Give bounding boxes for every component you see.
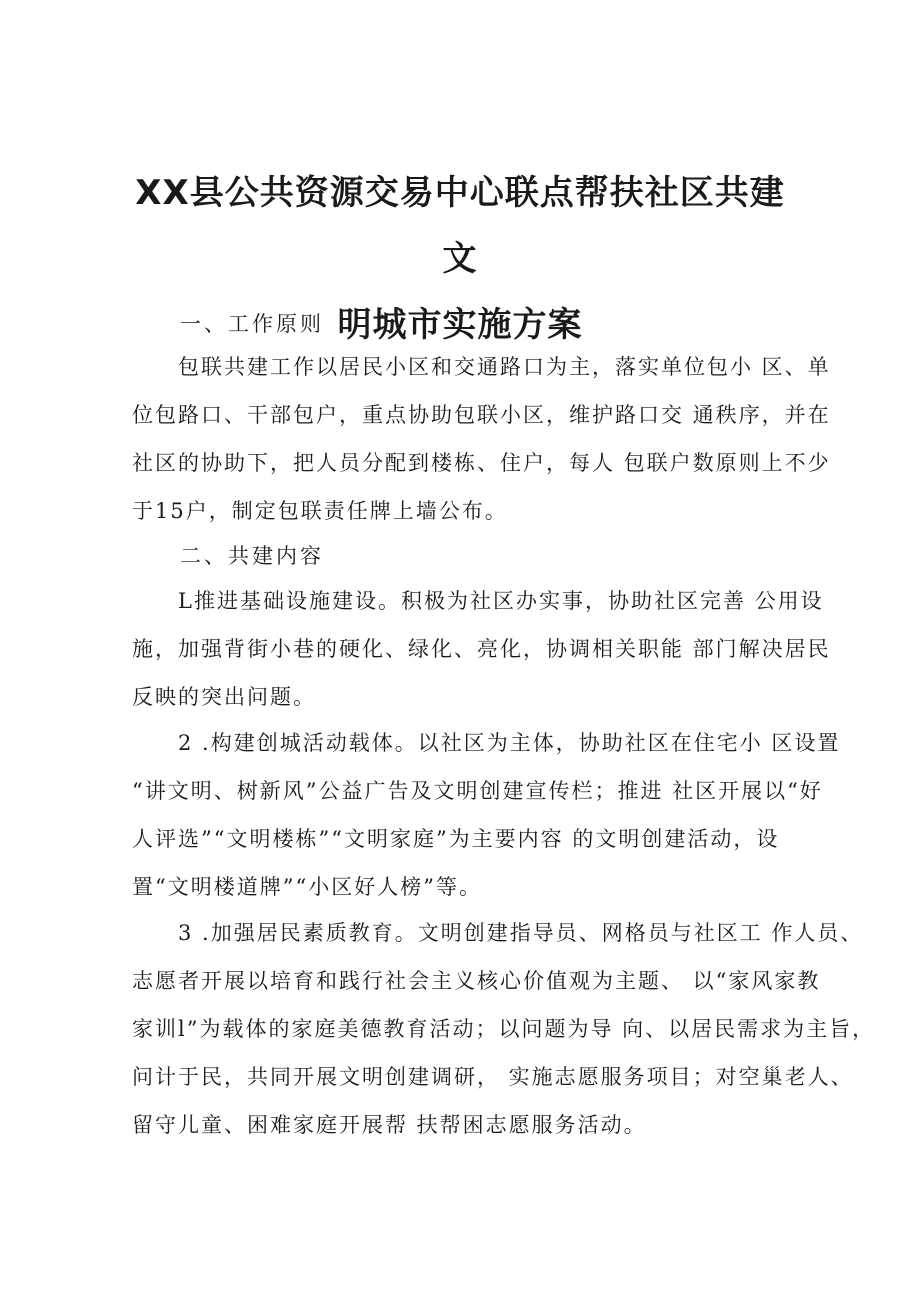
section-heading-co-building-content: 二、共建内容 (180, 544, 324, 568)
paragraph-line: 社区的协助下，把人员分配到楼栋、住户，每人 包联户数原则上不少 (132, 451, 831, 475)
paragraph-line: 人评选”“文明楼栋”“文明家庭”为主要内容 的文明创建活动，设 (132, 827, 780, 851)
paragraph-resident-education (132, 909, 876, 1149)
paragraph-line: 问计于民，共同开展文明创建调研， 实施志愿服务项目；对空巢老人、 (132, 1065, 854, 1089)
title-line-1: XX县公共资源交易中心联点帮扶社区共建文 (135, 173, 785, 279)
paragraph-line: 志愿者开展以培育和践行社会主义核心价值观为主题、 以“家风家教 (132, 969, 821, 993)
paragraph-line: 2 .构建创城活动载体。以社区为主体，协助社区在住宅小 区设置 (178, 731, 841, 755)
paragraph-line: 置“文明楼道牌”“小区好人榜”等。 (132, 875, 482, 899)
paragraph-activity-carrier (132, 719, 841, 911)
paragraph-line: 家训l”为载体的家庭美德教育活动；以问题为导 向、以居民需求为主旨， (132, 1017, 876, 1041)
paragraph-infrastructure (132, 577, 831, 721)
paragraph-line: 反映的突出问题。 (132, 685, 316, 709)
section-heading-work-principles: 一、工作原则 (180, 312, 324, 336)
paragraph-line: L推进基础设施建设。积极为社区办实事，协助社区完善 公用设 (178, 589, 824, 613)
paragraph-line: 位包路口、干部包户，重点协助包联小区，维护路口交 通秩序，并在 (132, 403, 831, 427)
paragraph-line: 留守儿童、困难家庭开展帮 扶帮困志愿服务活动。 (132, 1113, 647, 1137)
paragraph-line: 施，加强背街小巷的硬化、绿化、亮化，协调相关职能 部门解决居民 (132, 637, 831, 661)
paragraph-line: 包联共建工作以居民小区和交通路口为主，落实单位包小 区、单 (178, 355, 831, 379)
paragraph-line: 3 .加强居民素质教育。文明创建指导员、网格员与社区工 作人员、 (178, 921, 864, 945)
title-line-2: 明城市实施方案 (337, 305, 583, 345)
paragraph-line: “讲文明、树新风”公益广告及文明创建宣传栏；推进 社区开展以“好 (132, 779, 823, 803)
paragraph-line: 于15户，制定包联责任牌上墙公布。 (132, 499, 508, 523)
paragraph-work-principles (132, 343, 831, 535)
